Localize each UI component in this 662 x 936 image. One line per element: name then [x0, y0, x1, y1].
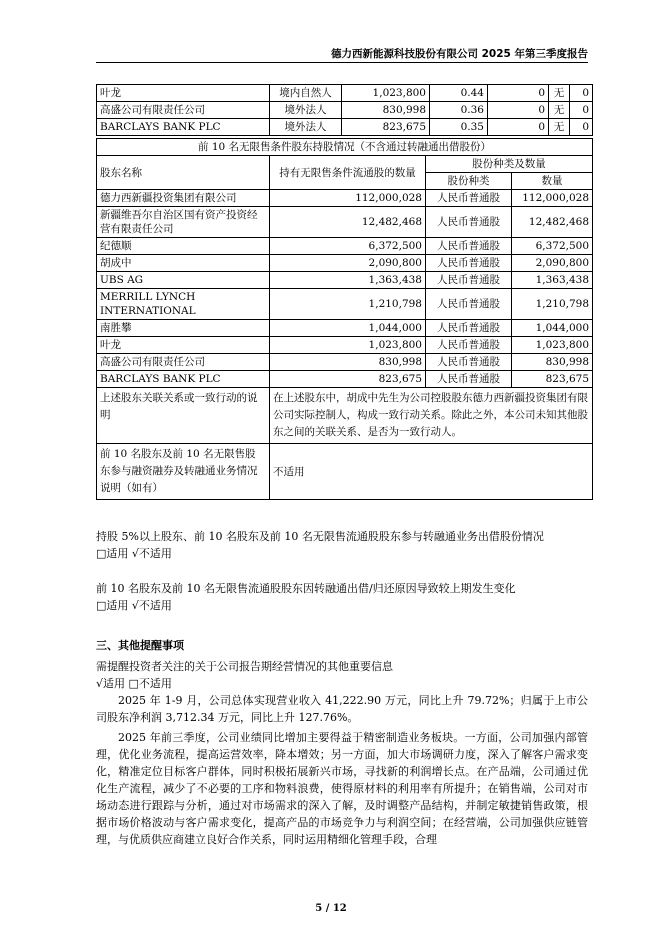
change-title: 前 10 名股东及前 10 名无限售流通股股东因转融通出借/归还原因导致较上期发生变化 — [96, 582, 516, 595]
table-row — [97, 272, 593, 289]
share-amount: 823,675 — [512, 371, 593, 388]
unrestricted-shares: 830,998 — [270, 354, 426, 371]
table-row — [97, 85, 593, 102]
unrestricted-shares: 112,000,028 — [270, 190, 426, 207]
share-type: 人民币普通股 — [426, 371, 512, 388]
pledge-number: 0 — [570, 85, 593, 102]
shares-held: 1,023,800 — [342, 85, 430, 102]
pledge-number: 0 — [570, 102, 593, 119]
other-option: √适用 □不适用 — [96, 677, 172, 690]
unrestricted-shares: 1,210,798 — [270, 289, 426, 320]
share-amount: 1,044,000 — [512, 320, 593, 337]
table-row — [97, 289, 593, 320]
pledge-status: 无 — [549, 102, 570, 119]
share-amount: 1,210,798 — [512, 289, 593, 320]
pledge-number: 0 — [570, 119, 593, 136]
share-type: 人民币普通股 — [426, 289, 512, 320]
unrestricted-table-title: 前 10 名无限售条件股东持股情况（不含通过转融通出借股份） — [97, 139, 593, 156]
shareholder-name: 纪德顺 — [97, 238, 270, 255]
share-type: 人民币普通股 — [426, 255, 512, 272]
shareholder-name: 德力西新疆投资集团有限公司 — [97, 190, 270, 207]
page-number: 5 / 12 — [315, 903, 347, 914]
col-header-amount: 数量 — [512, 173, 593, 190]
share-ratio: 0.44 — [430, 85, 488, 102]
unrestricted-shares: 12,482,468 — [270, 207, 426, 238]
share-type: 人民币普通股 — [426, 320, 512, 337]
shares-held: 830,998 — [342, 102, 430, 119]
col-header-shares: 持有无限售条件流通股的数量 — [270, 156, 426, 190]
shareholder-name: 新疆维吾尔自治区国有资产投资经营有限责任公司 — [97, 207, 270, 238]
header-rule — [96, 62, 588, 63]
share-type: 人民币普通股 — [426, 272, 512, 289]
table-row — [97, 207, 593, 238]
shareholder-name: 胡成中 — [97, 255, 270, 272]
table-row — [97, 238, 593, 255]
restricted-shares: 0 — [488, 119, 549, 136]
restricted-shares: 0 — [488, 102, 549, 119]
unrestricted-header-row-1 — [97, 156, 593, 173]
share-type: 人民币普通股 — [426, 354, 512, 371]
col-header-type-group: 股份种类及数量 — [426, 156, 593, 173]
restricted-shares: 0 — [488, 85, 549, 102]
analysis-paragraph: 2025 年前三季度，公司业绩同比增加主要得益于精密制造业务板块。一方面，公司加强内部管理，优化业务流程，提高运营效率，降本增效；另一方面，加大市场调研力度，深入了解客户需求变化，精准定位目标客户群体，同时积极拓展新兴市场，寻找新的利润增长点。在产品端，公司通过优化生产流程，减少了不必要的工序和物料浪费，使得原材料的利用率有所提升；在销售端，公司对市场动态进行跟踪与分析，通过对市场需求的深入了解，及时调整产品结构，并制定敏捷销售政策，根据市场价格波动与客户需求变化，提高产品的市场竞争力与利润空间；在经营端，公司加强供应链管理，与优质供应商建立良好合作关系，同时运用精细化管理手段，合理 — [96, 731, 588, 846]
share-amount: 830,998 — [512, 354, 593, 371]
margin-label: 前 10 名股东及前 10 名无限售股东参与融资融券及转融通业务情况说明（如有） — [97, 444, 270, 500]
shareholder-name: 高盛公司有限责任公司 — [97, 354, 270, 371]
change-option: □适用 √不适用 — [96, 599, 172, 612]
share-amount: 6,372,500 — [512, 238, 593, 255]
unrestricted-shares: 2,090,800 — [270, 255, 426, 272]
margin-row — [97, 444, 593, 500]
relation-row — [97, 388, 593, 444]
pledge-status: 无 — [549, 85, 570, 102]
lending-option: □适用 √不适用 — [96, 547, 172, 560]
unrestricted-shares: 6,372,500 — [270, 238, 426, 255]
shareholder-name: UBS AG — [97, 272, 270, 289]
share-amount: 12,482,468 — [512, 207, 593, 238]
table-row — [97, 354, 593, 371]
share-amount: 1,023,800 — [512, 337, 593, 354]
share-type: 人民币普通股 — [426, 238, 512, 255]
shareholder-name: 南胜攀 — [97, 320, 270, 337]
relation-label: 上述股东关联关系或一致行动的说明 — [97, 388, 270, 444]
table-row — [97, 320, 593, 337]
relation-text: 在上述股东中，胡成中先生为公司控股股东德力西新疆投资集团有限公司实际控制人，构成一致行动关系。除此之外，本公司未知其他股东之间的关联关系、是否为一致行动人。 — [270, 388, 593, 444]
shareholder-name: BARCLAYS BANK PLC — [97, 119, 270, 136]
margin-text: 不适用 — [270, 444, 593, 500]
share-amount: 1,363,438 — [512, 272, 593, 289]
share-type: 人民币普通股 — [426, 337, 512, 354]
shares-held: 823,675 — [342, 119, 430, 136]
shareholder-name: 叶龙 — [97, 85, 270, 102]
unrestricted-title-row — [97, 139, 593, 156]
unrestricted-shares: 1,044,000 — [270, 320, 426, 337]
other-intro: 需提醒投资者关注的关于公司报告期经营情况的其他重要信息 — [96, 660, 393, 673]
col-header-name: 股东名称 — [97, 156, 270, 190]
page-header: 德力西新能源科技股份有限公司 2025 年第三季度报告 — [330, 48, 588, 60]
unrestricted-shares: 1,023,800 — [270, 337, 426, 354]
results-paragraph: 2025 年 1-9 月，公司总体实现营业收入 41,222.90 万元，同比上升 79.72%；归属于上市公司股东净利润 3,712.34 万元，同比上升 127.76%。 — [96, 694, 588, 724]
shareholder-name: 高盛公司有限责任公司 — [97, 102, 270, 119]
share-type: 人民币普通股 — [426, 207, 512, 238]
pledge-status: 无 — [549, 119, 570, 136]
share-amount: 112,000,028 — [512, 190, 593, 207]
share-ratio: 0.35 — [430, 119, 488, 136]
lending-title: 持股 5%以上股东、前 10 名股东及前 10 名无限售流通股股东参与转融通业务出借股份情况 — [96, 530, 544, 543]
unrestricted-shares: 1,363,438 — [270, 272, 426, 289]
table-row — [97, 255, 593, 272]
table-row — [97, 102, 593, 119]
share-ratio: 0.36 — [430, 102, 488, 119]
unrestricted-shares: 823,675 — [270, 371, 426, 388]
table-row — [97, 337, 593, 354]
shareholder-nature: 境外法人 — [270, 102, 342, 119]
table-row — [97, 371, 593, 388]
table-row — [97, 190, 593, 207]
table-row — [97, 119, 593, 136]
share-amount: 2,090,800 — [512, 255, 593, 272]
shareholder-name: MERRILL LYNCH INTERNATIONAL — [97, 289, 270, 320]
shareholder-nature: 境内自然人 — [270, 85, 342, 102]
col-header-type: 股份种类 — [426, 173, 512, 190]
shareholder-nature: 境外法人 — [270, 119, 342, 136]
other-heading: 三、其他提醒事项 — [96, 639, 184, 652]
top-shareholders-table-tail — [96, 84, 593, 136]
shareholder-name: BARCLAYS BANK PLC — [97, 371, 270, 388]
unrestricted-shareholders-table — [96, 138, 593, 500]
shareholder-name: 叶龙 — [97, 337, 270, 354]
share-type: 人民币普通股 — [426, 190, 512, 207]
